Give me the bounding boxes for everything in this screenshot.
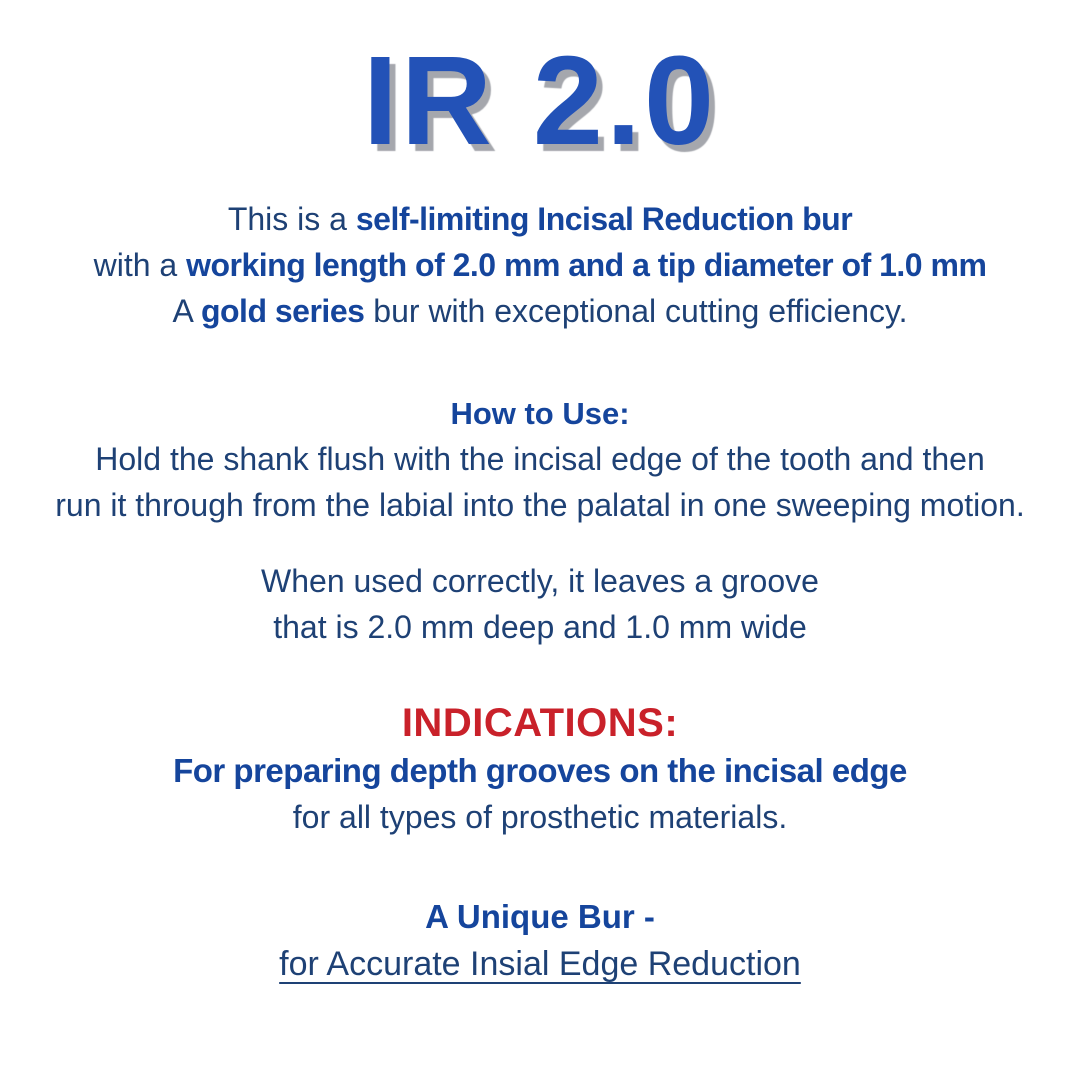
intro-line-2-regular: with a xyxy=(93,247,187,283)
footer-bold-line: A Unique Bur - xyxy=(425,898,655,935)
result-line-2: that is 2.0 mm deep and 1.0 mm wide xyxy=(273,609,807,645)
intro-line-1-bold: self-limiting Incisal Reduction bur xyxy=(355,201,853,237)
result-line-1: When used correctly, it leaves a groove xyxy=(261,563,819,599)
intro-line-1 xyxy=(0,196,1080,242)
result-paragraph xyxy=(0,558,1080,650)
indications-bold-line: For preparing depth grooves on the incisal edge xyxy=(173,752,907,789)
intro-line-1-regular: This is a xyxy=(227,201,356,237)
page-title: IR 2.0 xyxy=(362,30,718,171)
intro-line-3-pre: A xyxy=(172,293,201,329)
intro-line-2 xyxy=(0,242,1080,288)
intro-paragraph xyxy=(0,196,1080,334)
how-to-use-paragraph xyxy=(0,436,1080,528)
intro-line-2-bold: working length of 2.0 mm and a tip diameter of 1.0 mm xyxy=(186,247,987,283)
indications-paragraph xyxy=(0,748,1080,840)
footer-underlined-line: for Accurate Insial Edge Reduction xyxy=(279,945,801,983)
intro-line-3-bold: gold series xyxy=(200,293,365,329)
how-to-use-line-1: Hold the shank flush with the incisal edge of the tooth and then xyxy=(95,441,985,477)
indications-line: for all types of prosthetic materials. xyxy=(292,799,788,835)
how-to-use-line-2: run it through from the labial into the palatal in one sweeping motion. xyxy=(55,487,1025,523)
intro-line-3 xyxy=(0,288,1080,334)
indications-heading: INDICATIONS: xyxy=(401,701,679,745)
intro-line-3-post: bur with exceptional cutting efficiency. xyxy=(364,293,908,329)
how-to-use-heading: How to Use: xyxy=(450,396,630,431)
